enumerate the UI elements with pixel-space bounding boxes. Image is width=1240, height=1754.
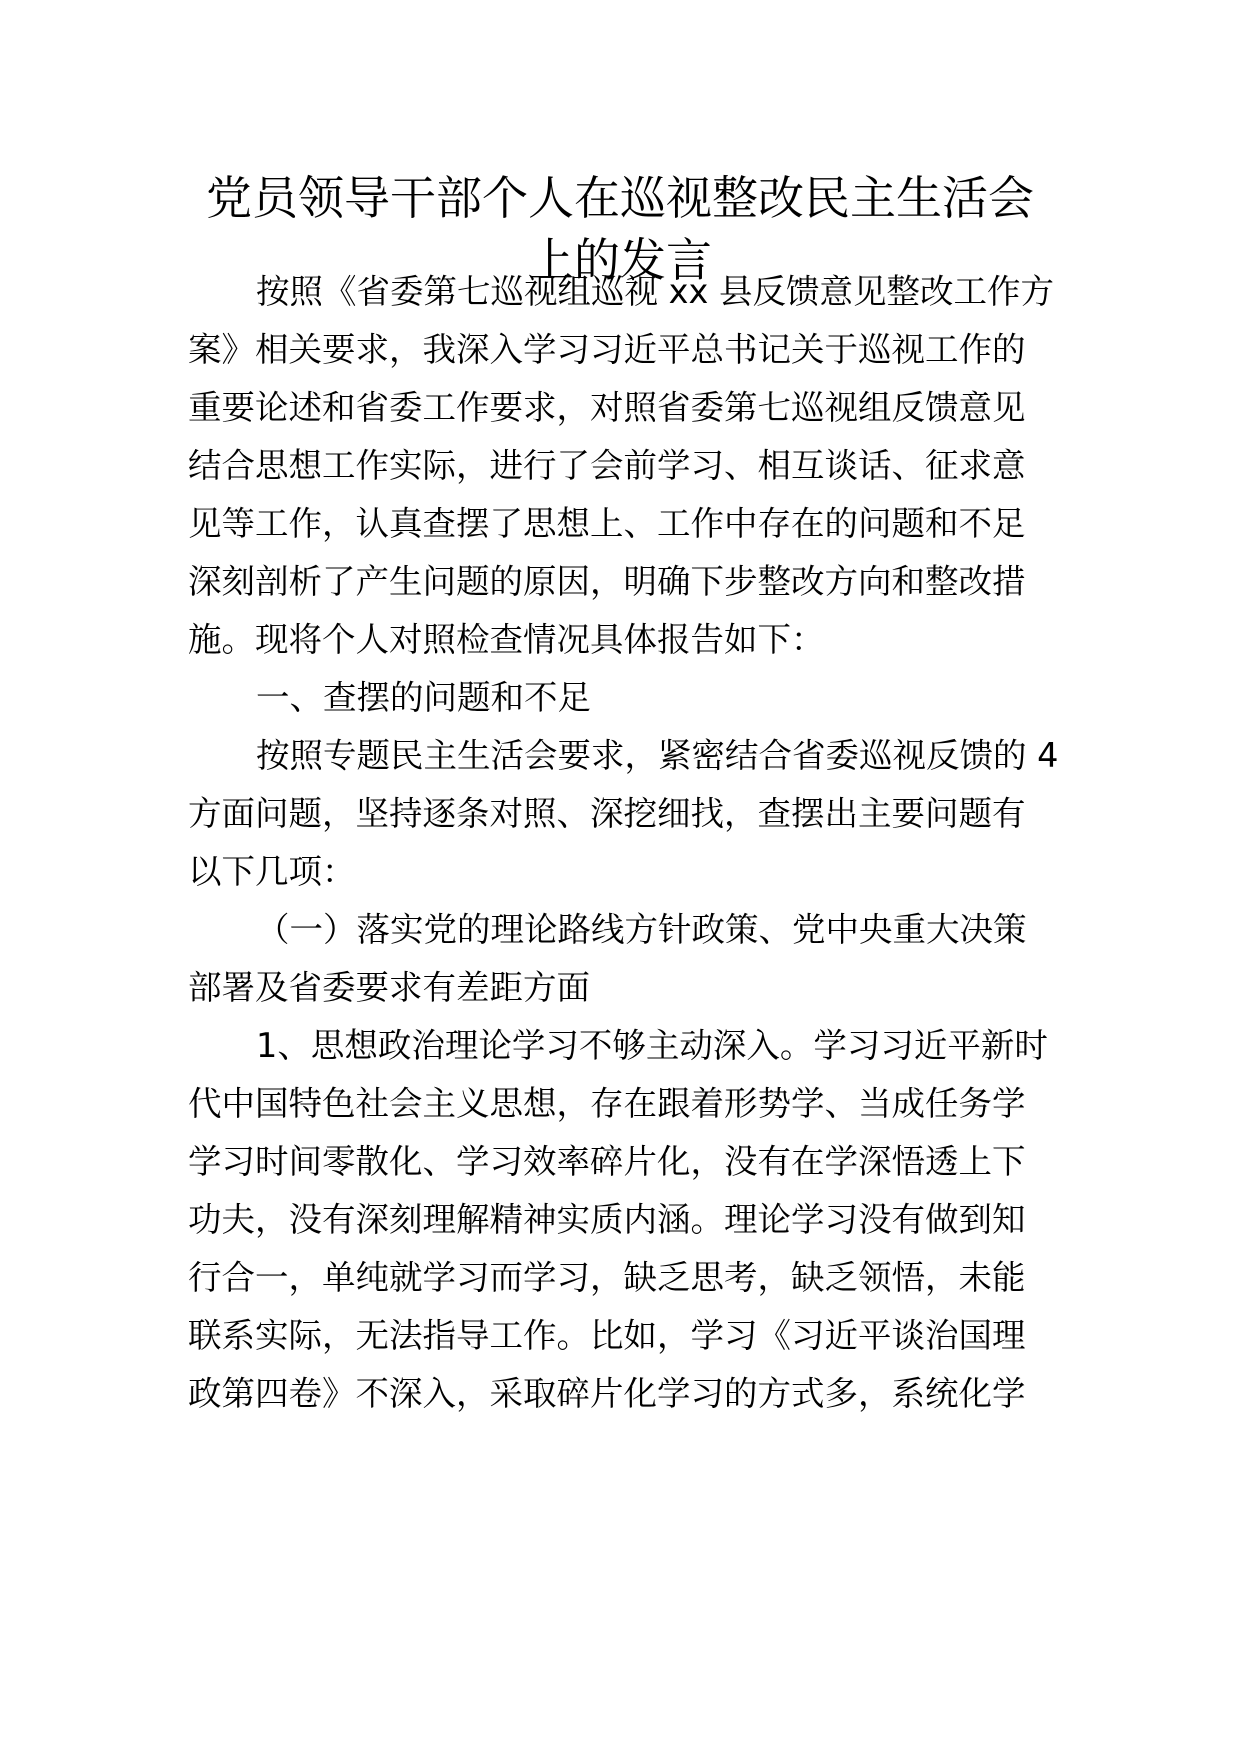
body-line: 施。现将个人对照检查情况具体报告如下： xyxy=(188,620,825,659)
body-line: 1、思想政治理论学习不够主动深入。学习习近平新时 xyxy=(256,1026,1048,1065)
body-line: 方面问题，坚持逐条对照、深挖细找，查摆出主要问题有 xyxy=(188,794,1026,833)
body-line: 结合思想工作实际，进行了会前学习、相互谈话、征求意 xyxy=(188,446,1026,485)
body-line: 见等工作，认真查摆了思想上、工作中存在的问题和不足 xyxy=(188,504,1026,543)
body-line: 深刻剖析了产生问题的原因，明确下步整改方向和整改措 xyxy=(188,562,1026,601)
body-line: 联系实际，无法指导工作。比如，学习《习近平谈治国理 xyxy=(188,1316,1026,1355)
subsection-heading-cont: 部署及省委要求有差距方面 xyxy=(188,968,590,1007)
body-line: 按照《省委第七巡视组巡视 xx 县反馈意见整改工作方 xyxy=(256,272,1054,311)
document-title-line-2: 上的发言 xyxy=(528,233,712,287)
body-line: 重要论述和省委工作要求，对照省委第七巡视组反馈意见 xyxy=(188,388,1026,427)
body-line: 功夫，没有深刻理解精神实质内涵。理论学习没有做到知 xyxy=(188,1200,1026,1239)
body-line: 学习时间零散化、学习效率碎片化，没有在学深悟透上下 xyxy=(188,1142,1026,1181)
body-line: 代中国特色社会主义思想，存在跟着形势学、当成任务学 xyxy=(188,1084,1026,1123)
body-line: 政第四卷》不深入，采取碎片化学习的方式多，系统化学 xyxy=(188,1374,1026,1413)
document-title-line-1: 党员领导干部个人在巡视整改民主生活会 xyxy=(206,171,1034,225)
body-line: 以下几项： xyxy=(188,852,356,891)
body-line: 案》相关要求，我深入学习习近平总书记关于巡视工作的 xyxy=(188,330,1026,369)
body-line: 按照专题民主生活会要求，紧密结合省委巡视反馈的 4 xyxy=(256,736,1059,775)
section-heading: 一、查摆的问题和不足 xyxy=(256,678,591,717)
subsection-heading: （一）落实党的理论路线方针政策、党中央重大决策 xyxy=(256,910,1027,949)
body-line: 行合一，单纯就学习而学习，缺乏思考，缺乏领悟，未能 xyxy=(188,1258,1026,1297)
